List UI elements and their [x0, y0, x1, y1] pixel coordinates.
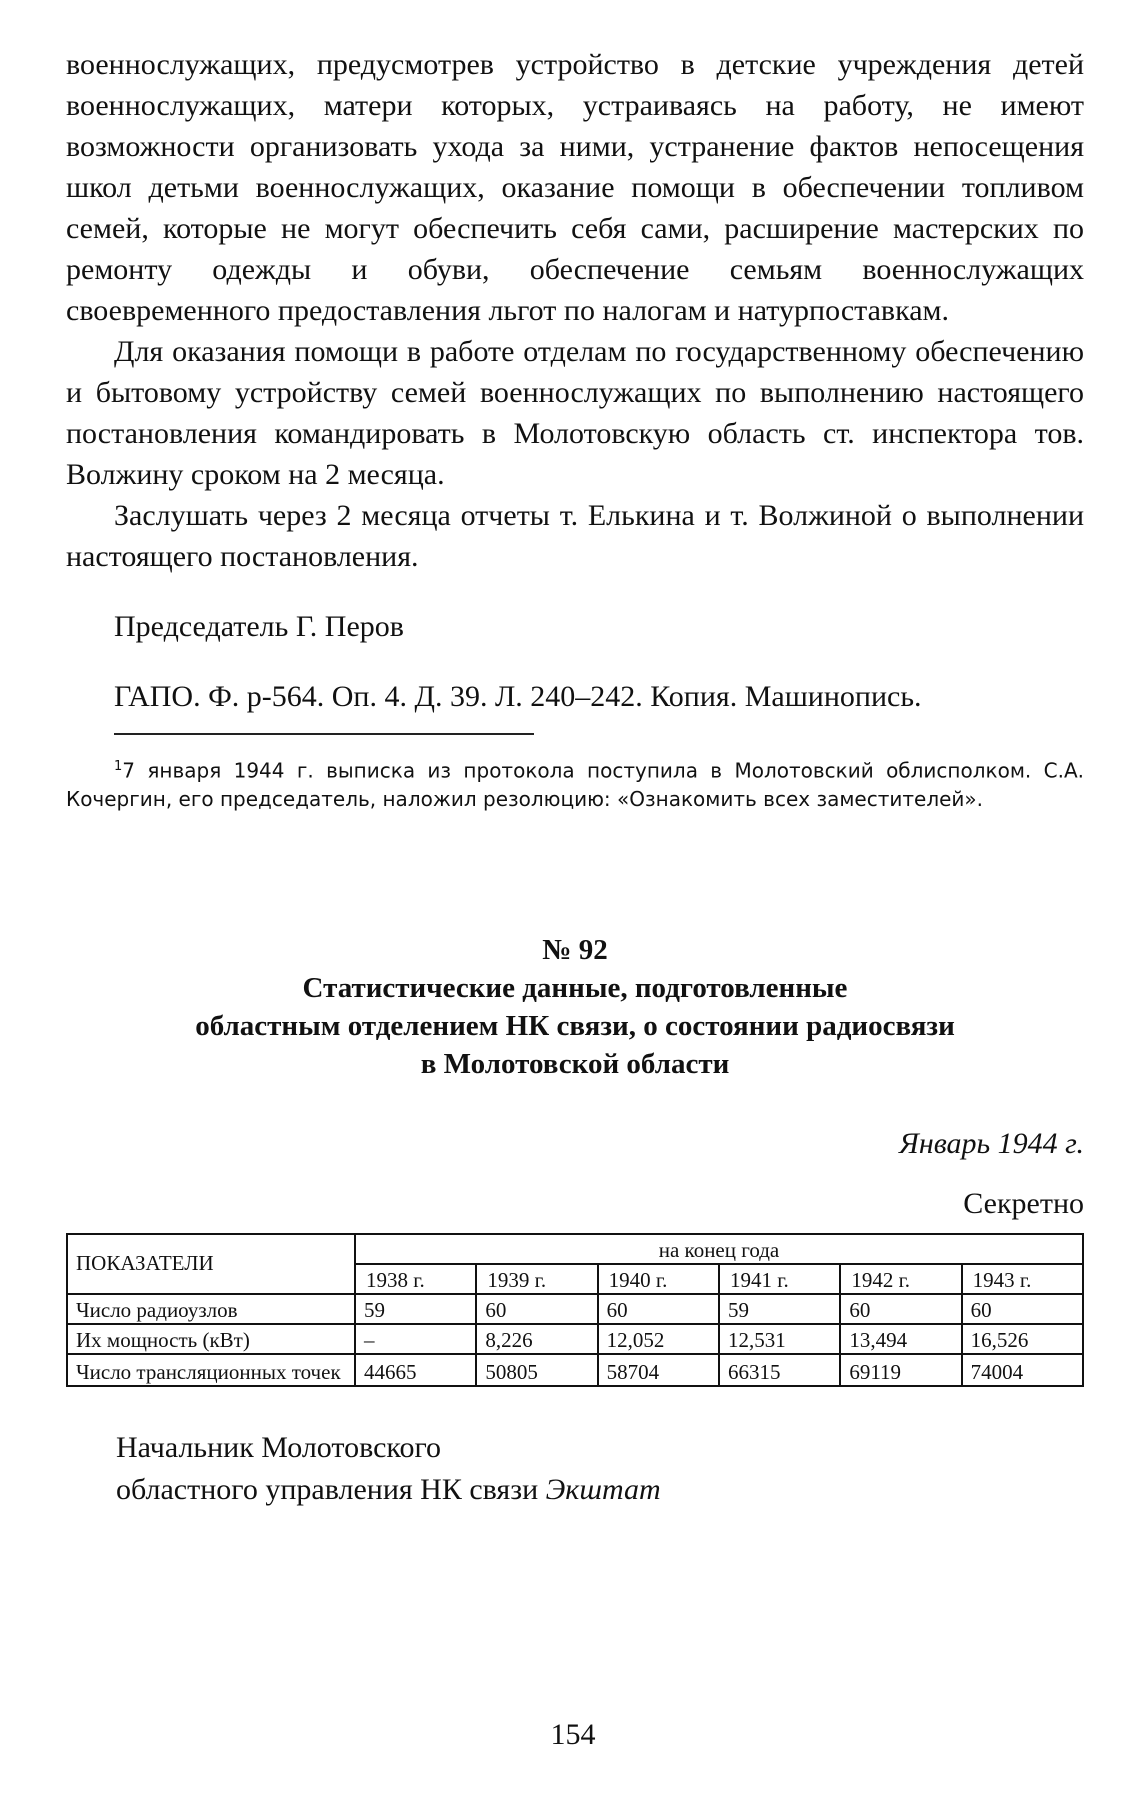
table-cell: 60 — [476, 1294, 597, 1324]
year-cell: 1939 г. — [476, 1264, 597, 1294]
table-cell: 12,052 — [598, 1324, 719, 1354]
row-label: Число радиоузлов — [67, 1294, 355, 1324]
chief-title-line-2 — [116, 1469, 1084, 1511]
year-cell: 1942 г. — [840, 1264, 961, 1294]
table-cell: 44665 — [355, 1354, 476, 1386]
page-number: 154 — [550, 1718, 596, 1751]
document-title-line-1: Статистические данные, подготовленные — [302, 971, 848, 1004]
table-row — [67, 1294, 1083, 1324]
year-cell: 1940 г. — [598, 1264, 719, 1294]
statistics-table — [66, 1233, 1084, 1387]
table-cell: 60 — [962, 1294, 1083, 1324]
table-cell: 59 — [355, 1294, 476, 1324]
document-date: Январь 1944 г. — [899, 1126, 1084, 1160]
table-cell: 69119 — [840, 1354, 961, 1386]
table-row — [67, 1354, 1083, 1386]
document-title-line-3: в Молотовской области — [420, 1047, 730, 1080]
row-label: Их мощность (кВт) — [67, 1324, 355, 1354]
chairman-signature: Председатель Г. Перов — [114, 610, 404, 643]
footnote — [66, 753, 1084, 813]
footnote-marker: 1 — [114, 759, 123, 774]
chief-name: Экштат — [545, 1472, 661, 1506]
document-title-line-2: областным отделением НК связи, о состоянии радиосвязи — [195, 1009, 955, 1042]
table-cell: 59 — [719, 1294, 840, 1324]
table-cell: 60 — [598, 1294, 719, 1324]
table-cell: – — [355, 1324, 476, 1354]
document-page — [66, 44, 1084, 1511]
indicator-header: ПОКАЗАТЕЛИ — [67, 1234, 355, 1294]
footnote-text: 7 января 1944 г. выписка из протокола поступила в Молотовский облисполком. С.А. Кочергин, его председатель, наложил резолюцию: «Ознакомить всех заместителей». — [66, 758, 1084, 811]
table-cell: 60 — [840, 1294, 961, 1324]
year-cell: 1938 г. — [355, 1264, 476, 1294]
chief-position: областного управления НК связи — [116, 1472, 539, 1506]
year-cell: 1943 г. — [962, 1264, 1083, 1294]
paragraph-reports: Заслушать через 2 месяца отчеты т. Елькина и т. Волжиной о выполнении настоящего постановления. — [66, 499, 1084, 573]
paragraph-assignment: Для оказания помощи в работе отделам по государственному обеспечению и бытовому устройству семей военнослужащих по выполнению настоящего постановления командировать в Молотовскую область ст. инспектора тов. Волжину сроком на 2 месяца. — [66, 335, 1084, 491]
table-cell: 50805 — [476, 1354, 597, 1386]
table-cell: 58704 — [598, 1354, 719, 1386]
classification-mark: Секретно — [963, 1186, 1084, 1220]
year-end-header: на конец года — [355, 1234, 1083, 1264]
year-cell: 1941 г. — [719, 1264, 840, 1294]
table-cell: 8,226 — [476, 1324, 597, 1354]
table-cell: 12,531 — [719, 1324, 840, 1354]
table-row — [67, 1324, 1083, 1354]
archive-reference: ГАПО. Ф. р-564. Оп. 4. Д. 39. Л. 240–242. Копия. Машинопись. — [114, 680, 922, 713]
footnote-divider — [114, 733, 534, 735]
table-header-row — [67, 1234, 1083, 1264]
table-cell: 66315 — [719, 1354, 840, 1386]
row-label: Число трансляционных точек — [67, 1354, 355, 1386]
document-number: № 92 — [542, 933, 608, 966]
chief-title-line-1: Начальник Молотовского — [116, 1430, 442, 1464]
table-cell: 16,526 — [962, 1324, 1083, 1354]
table-cell: 74004 — [962, 1354, 1083, 1386]
table-cell: 13,494 — [840, 1324, 961, 1354]
paragraph-continuation: военнослужащих, предусмотрев устройство в детские учреждения детей военнослужащих, матери которых, устраиваясь на работу, не имеют возможности организовать ухода за ними, устранение фактов непосещения школ детьми военнослужащих, оказание помощи в обеспечении топливом семей, которые не могут обеспечить себя сами, расширение мастерских по ремонту одежды и обуви, обеспечение семьям военнослужащих своевременного предоставления льгот по налогам и натурпоставкам. — [66, 48, 1084, 327]
